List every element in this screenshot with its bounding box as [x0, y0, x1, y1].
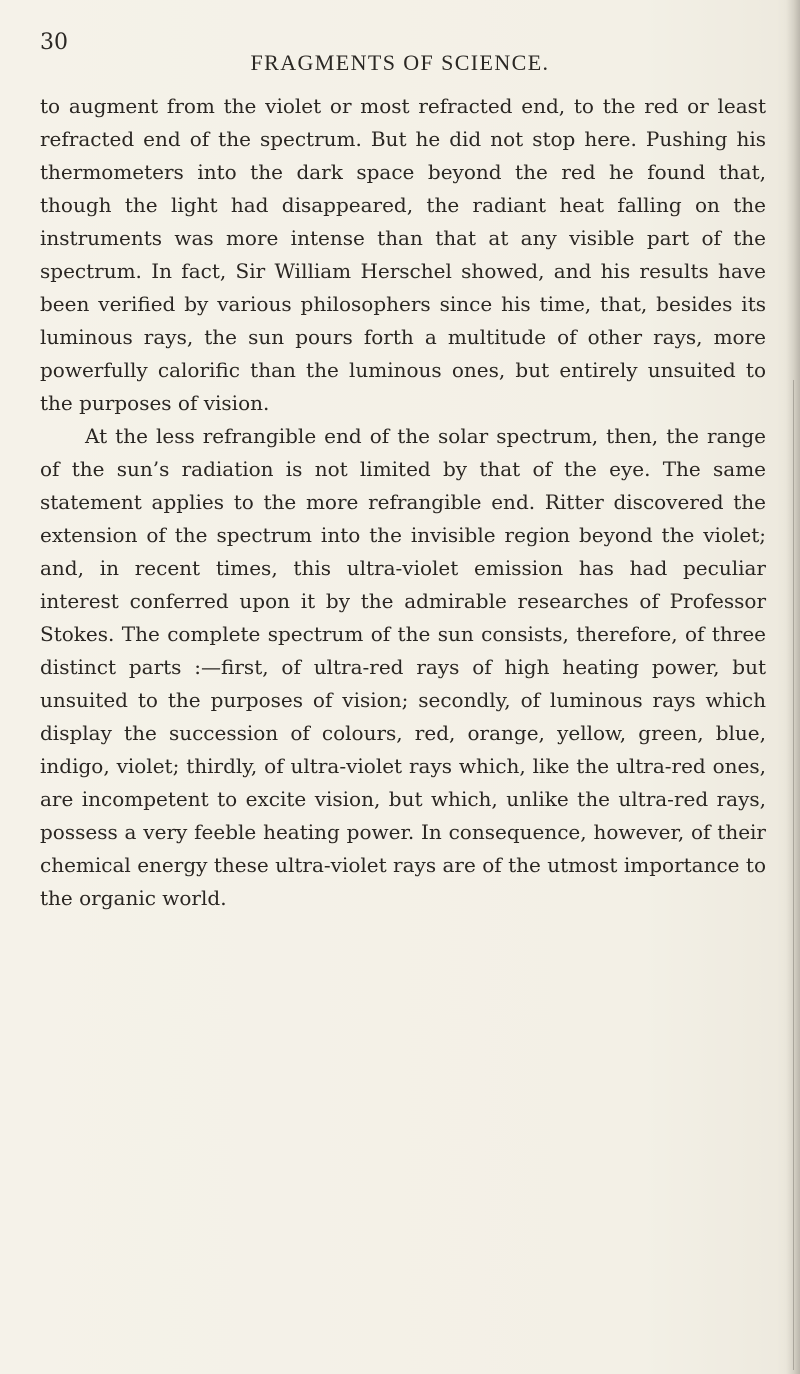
body-text [40, 90, 766, 915]
running-head: FRAGMENTS OF SCIENCE. [250, 50, 550, 75]
paragraph-continued: to augment from the violet or most refracted end, to the red or least refracted end of the spectrum. But he did not stop here. Pushing his thermometers into the dark space beyond the red he found that, though the light had disappeared, the radiant heat falling on the instruments was more intense than that at any visible part of the spectrum. In fact, Sir William Herschel showed, and his results have been verified by various philosophers since his time, that, besides its luminous rays, the sun pours forth a multitude of other rays, more powerfully calorific than the luminous ones, but entirely unsuited to the purposes of vision. [40, 94, 766, 415]
page-edge-line [793, 380, 794, 1370]
page-number: 30 [40, 30, 68, 55]
paragraph-spectrum-parts: At the less refrangible end of the solar spectrum, then, the range of the sun’s radiation is not limited by that of the eye. The same statement applies to the more refrangible end. Ritter discovered the extension of the spectrum into the invisible region beyond the violet; and, in recent times, this ultra-violet emission has had peculiar interest conferred upon it by the admirable researches of Professor Stokes. The complete spectrum of the sun consists, therefore, of three distinct parts :—first, of ultra-red rays of high heating power, but unsuited to the purposes of vision; secondly, of luminous rays which display the succession of colours, red, orange, yellow, green, blue, indigo, violet; thirdly, of ultra-violet rays which, like the ultra-red ones, are incompetent to excite vision, but which, unlike the ultra-red rays, possess a very feeble heating power. In consequence, however, of their chemical energy these ultra-violet rays are of the utmost importance to the organic world. [40, 424, 766, 910]
